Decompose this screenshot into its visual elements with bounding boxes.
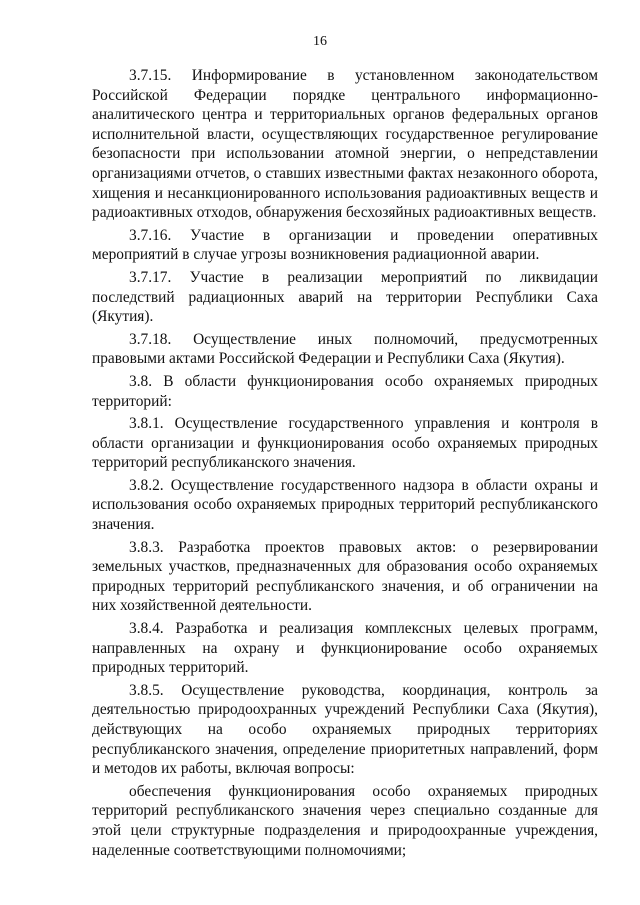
paragraph-3-8-2: 3.8.2. Осуществление государственного надзора в области охраны и использования особо охраняемых природных территорий республиканского значения. — [92, 476, 598, 534]
document-body — [92, 66, 598, 860]
paragraph-3-8-3: 3.8.3. Разработка проектов правовых актов: о резервировании земельных участков, предназначенных для образования особо охраняемых природных территорий республиканского значения, и об ограничении на них хозяйственной деятельности. — [92, 538, 598, 615]
paragraph-3-8: 3.8. В области функционирования особо охраняемых природных территорий: — [92, 372, 598, 410]
paragraph-3-7-18: 3.7.18. Осуществление иных полномочий, предусмотренных правовыми актами Российской Федерации и Республики Саха (Якутия). — [92, 330, 598, 368]
paragraph-3-7-15: 3.7.15. Информирование в установленном законодательством Российской Федерации порядке центрального информационно-аналитического центра и территориальных органов федеральных органов исполнительной власти, осуществляющих государственное регулирование безопасности при использовании атомной энергии, о непредставлении организациями отчетов, о ставших известными фактах незаконного оборота, хищения и несанкционированного использования радиоактивных веществ и радиоактивных отходов, обнаружения бесхозяйных радиоактивных веществ. — [92, 67, 598, 222]
paragraph-3-8-5: 3.8.5. Осуществление руководства, координация, контроль за деятельностью природоохранных учреждений Республики Саха (Якутия), действующих на особо охраняемых природных территориях республиканского значения, определение приоритетных направлений, форм и методов их работы, включая вопросы: — [92, 681, 598, 778]
page-number: 16 — [313, 34, 327, 49]
paragraph-3-8-4: 3.8.4. Разработка и реализация комплексных целевых программ, направленных на охрану и функционирование особо охраняемых природных территорий. — [92, 620, 598, 677]
paragraph-3-8-5-item: обеспечения функционирования особо охраняемых природных территорий республиканского значения через специально созданные для этой цели структурные подразделения и природоохранные учреждения, наделенные соответствующими полномочиями; — [92, 782, 598, 859]
paragraph-3-7-17: 3.7.17. Участие в реализации мероприятий по ликвидации последствий радиационных аварий на территории Республики Саха (Якутия). — [92, 268, 598, 326]
paragraph-3-8-1: 3.8.1. Осуществление государственного управления и контроля в области организации и функционирования особо охраняемых природных территорий республиканского значения. — [92, 415, 598, 472]
paragraph-3-7-16: 3.7.16. Участие в организации и проведении оперативных мероприятий в случае угрозы возникновения радиационной аварии. — [92, 226, 598, 264]
